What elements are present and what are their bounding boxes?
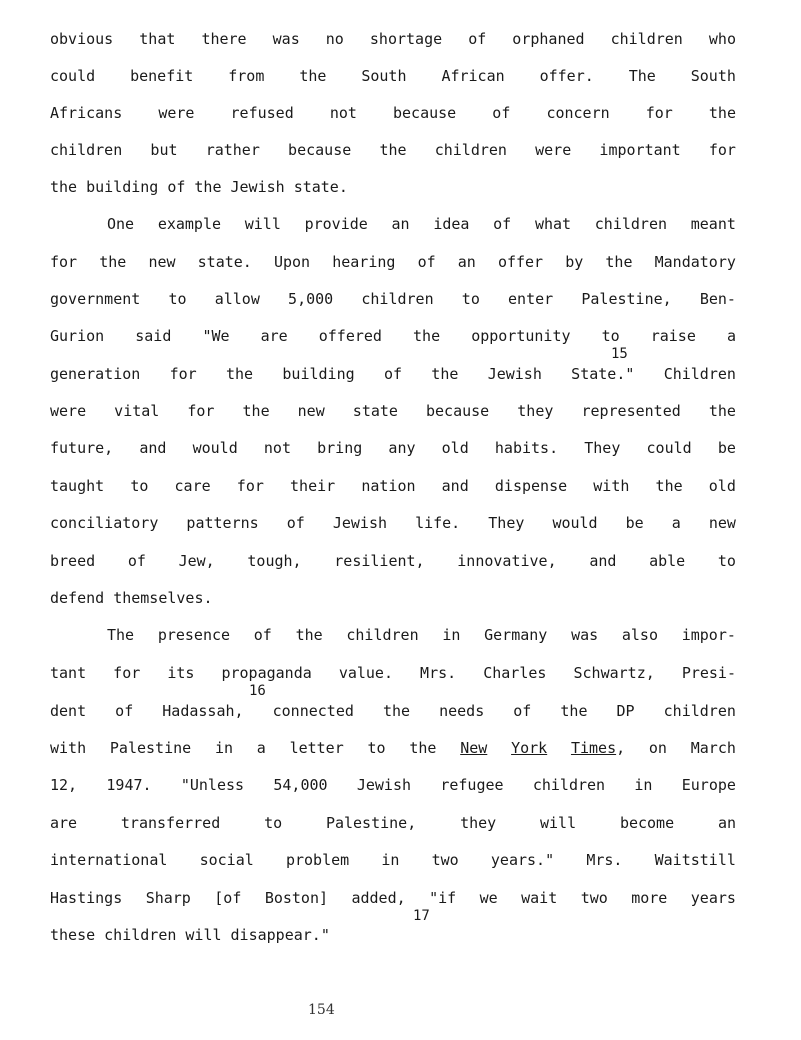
word: March [690, 739, 736, 757]
word: the [299, 67, 327, 85]
word: concern [546, 104, 610, 122]
word: They [584, 439, 621, 457]
text-line [50, 141, 736, 159]
word: could [50, 67, 96, 85]
word: of [417, 253, 436, 271]
word: will [540, 814, 577, 832]
word: Hadassah, [162, 702, 244, 720]
word: Mrs. [420, 664, 457, 682]
word: tough, [247, 552, 302, 570]
word: on [648, 739, 667, 757]
word: two [431, 851, 459, 869]
word: offer. [539, 67, 594, 85]
word: raise [650, 327, 696, 345]
word: Charles [483, 664, 547, 682]
word: in [634, 776, 653, 794]
word: more [631, 889, 668, 907]
word: Upon [273, 253, 311, 271]
word: Schwartz, [573, 664, 655, 682]
word: provide [304, 215, 368, 233]
word: enter [508, 290, 554, 308]
word: the [382, 702, 411, 720]
word: letter [289, 739, 344, 757]
word: years." [490, 851, 555, 869]
word: any [388, 439, 416, 457]
word: children [663, 702, 736, 720]
word: of [115, 702, 134, 720]
word: Mandatory [654, 253, 736, 271]
text-line [50, 439, 736, 457]
word: 5,000 [288, 290, 334, 308]
word: dent [50, 702, 87, 720]
word: Jew, [178, 552, 215, 570]
word: two [580, 889, 608, 907]
footnote-marker: 16 [249, 683, 266, 699]
word: example [157, 215, 222, 233]
word: old [708, 477, 736, 495]
word: breed [50, 552, 96, 570]
word: One [107, 215, 135, 233]
word: who [708, 30, 736, 48]
word: of [383, 365, 402, 383]
word: State." [571, 365, 635, 383]
word: needs [439, 702, 485, 720]
word: were [158, 104, 195, 122]
word: said [135, 327, 172, 345]
word: new [708, 514, 736, 532]
word: York [511, 739, 548, 757]
word: no [325, 30, 344, 48]
word: meant [690, 215, 736, 233]
word: are [50, 814, 78, 832]
text-line [50, 514, 736, 532]
word: represented [581, 402, 681, 420]
word: Europe [681, 776, 736, 794]
word: by [565, 253, 584, 271]
word: for [645, 104, 673, 122]
text-line [50, 253, 736, 271]
word: a [671, 514, 681, 532]
word: building [282, 365, 355, 383]
text-line [50, 327, 736, 345]
word: tant [50, 664, 87, 682]
word: was [272, 30, 300, 48]
word: children [532, 776, 606, 794]
text-line [50, 552, 736, 570]
footnote-marker: 15 [611, 346, 628, 362]
word: of [493, 215, 512, 233]
word: Jewish [332, 514, 388, 532]
word: nation [361, 477, 416, 495]
word: the [50, 178, 78, 196]
word: allow [214, 290, 260, 308]
text-line [50, 664, 736, 682]
word: its [167, 664, 195, 682]
word: Jewish [230, 178, 285, 196]
word: building [86, 178, 159, 196]
word: social [199, 851, 254, 869]
word: also [621, 626, 658, 644]
word: will [244, 215, 281, 233]
word: African [441, 67, 505, 85]
word: the [409, 739, 437, 757]
word: connected [272, 702, 354, 720]
word: resilient, [334, 552, 425, 570]
text-line [50, 776, 736, 794]
word: with [50, 739, 87, 757]
word: in [381, 851, 400, 869]
word: obvious [50, 30, 114, 48]
word: transferred [120, 814, 221, 832]
text-line [50, 926, 736, 944]
word: become [619, 814, 675, 832]
word: future, [50, 439, 114, 457]
word: an [391, 215, 410, 233]
footnote-marker: 17 [413, 908, 430, 924]
word: the [655, 477, 683, 495]
word: opportunity [471, 327, 571, 345]
word: state. [197, 253, 252, 271]
word: new [148, 253, 176, 271]
word: of [513, 702, 532, 720]
word: for [187, 402, 215, 420]
word: they [460, 814, 497, 832]
word: disappear." [230, 926, 330, 944]
word: years [690, 889, 736, 907]
word: the [560, 702, 588, 720]
word: for [708, 141, 736, 159]
word: international [50, 851, 168, 869]
word: would [192, 439, 238, 457]
word: Sharp [145, 889, 191, 907]
word: offer [497, 253, 544, 271]
word: children [361, 290, 434, 308]
word: of [286, 514, 305, 532]
word: Palestine [109, 739, 192, 757]
word: the [708, 104, 736, 122]
word: generation [50, 365, 141, 383]
word: were [535, 141, 572, 159]
word: problem [285, 851, 350, 869]
word: defend [50, 589, 105, 607]
word: these [50, 926, 96, 944]
word: in [442, 626, 461, 644]
word: the [194, 178, 222, 196]
word: because [393, 104, 457, 122]
word: Waitstill [654, 851, 736, 869]
word: would [552, 514, 598, 532]
text-line [50, 739, 736, 757]
word: "We [202, 327, 230, 345]
word: offered [318, 327, 382, 345]
word: important [599, 141, 681, 159]
word: of [253, 626, 272, 644]
word: 12, [50, 776, 78, 794]
word: the [708, 402, 736, 420]
word: children [346, 626, 419, 644]
text-line [50, 889, 736, 907]
word: to [130, 477, 149, 495]
word: not [263, 439, 291, 457]
word: of [167, 178, 186, 196]
word: and [139, 439, 167, 457]
word: of [492, 104, 511, 122]
word: and [441, 477, 469, 495]
text-line [50, 477, 736, 495]
text-line [50, 365, 736, 383]
text-line [50, 702, 736, 720]
word: taught [50, 477, 105, 495]
word: Presi- [681, 664, 736, 682]
word: impor- [681, 626, 736, 644]
text-line [50, 67, 736, 85]
word: They [488, 514, 525, 532]
word: for [50, 253, 78, 271]
word: Times, [570, 739, 626, 757]
word: patterns [186, 514, 259, 532]
word: conciliatory [50, 514, 159, 532]
word: shortage [369, 30, 443, 48]
word: what [534, 215, 572, 233]
word: in [214, 739, 233, 757]
word: vital [114, 402, 160, 420]
word: the [379, 141, 407, 159]
word: refugee [440, 776, 504, 794]
word: orphaned [512, 30, 585, 48]
word: there [201, 30, 247, 48]
word: children [50, 141, 123, 159]
word: life. [415, 514, 461, 532]
page-number: 154 [308, 1002, 335, 1018]
text-line [50, 851, 736, 869]
word: propaganda [221, 664, 312, 682]
word: to [264, 814, 283, 832]
word: were [50, 402, 87, 420]
word: children [104, 926, 177, 944]
word: Jewish [356, 776, 412, 794]
word: be [717, 439, 736, 457]
word: care [174, 477, 211, 495]
word: but [150, 141, 178, 159]
word: for [169, 365, 197, 383]
word: "if [429, 889, 457, 907]
word: [of [214, 889, 242, 907]
word: wait [521, 889, 558, 907]
text-line [50, 814, 736, 832]
word: Hastings [50, 889, 123, 907]
word: habits. [494, 439, 559, 457]
word: "Unless [180, 776, 245, 794]
word: the [431, 365, 459, 383]
word: was [571, 626, 599, 644]
word: Palestine, [325, 814, 417, 832]
word: will [185, 926, 222, 944]
text-line [107, 215, 736, 233]
word: idea [433, 215, 470, 233]
word: of [468, 30, 487, 48]
word: Jewish [487, 365, 542, 383]
word: Palestine, [581, 290, 672, 308]
word: Germany [484, 626, 548, 644]
word: able [649, 552, 686, 570]
word: to [367, 739, 386, 757]
word: for [236, 477, 264, 495]
word: the [605, 253, 633, 271]
word: government [50, 290, 141, 308]
word: to [168, 290, 187, 308]
word: the [295, 626, 323, 644]
word: to [717, 552, 736, 570]
word: innovative, [457, 552, 557, 570]
word: DP [616, 702, 635, 720]
word: an [457, 253, 476, 271]
word: refused [230, 104, 294, 122]
text-line [50, 178, 736, 196]
word: of [127, 552, 146, 570]
word: for [113, 664, 141, 682]
word: a [256, 739, 266, 757]
word: be [625, 514, 644, 532]
word: the [226, 365, 254, 383]
word: old [441, 439, 469, 457]
word: South [361, 67, 407, 85]
word: rather [205, 141, 260, 159]
word: the [413, 327, 441, 345]
word: we [479, 889, 498, 907]
word: state. [293, 178, 348, 196]
word: South [690, 67, 736, 85]
word: Gurion [50, 327, 105, 345]
word: The [107, 626, 135, 644]
word: dispense [494, 477, 568, 495]
word: a [726, 327, 736, 345]
word: they [517, 402, 554, 420]
word: because [288, 141, 352, 159]
text-line [50, 30, 736, 48]
word: the [99, 253, 127, 271]
text-line [50, 589, 736, 607]
word: benefit [130, 67, 194, 85]
word: added, [351, 889, 406, 907]
word: and [589, 552, 617, 570]
word: with [593, 477, 630, 495]
word: presence [157, 626, 231, 644]
word: children [610, 30, 683, 48]
word: Mrs. [586, 851, 623, 869]
word: Children [663, 365, 736, 383]
word: could [646, 439, 692, 457]
text-line [107, 626, 736, 644]
word: to [461, 290, 480, 308]
word: Africans [50, 104, 123, 122]
text-line [50, 290, 736, 308]
word: to [601, 327, 620, 345]
word: Ben- [699, 290, 736, 308]
word: New [460, 739, 488, 757]
word: an [717, 814, 736, 832]
word: from [228, 67, 265, 85]
word: state [352, 402, 398, 420]
word: their [290, 477, 336, 495]
text-line [50, 402, 736, 420]
word: 1947. [106, 776, 152, 794]
word: are [260, 327, 288, 345]
word: Boston] [264, 889, 329, 907]
word: themselves. [113, 589, 213, 607]
word: value. [338, 664, 393, 682]
word: not [329, 104, 357, 122]
word: 54,000 [273, 776, 328, 794]
word: because [426, 402, 490, 420]
word: the [242, 402, 270, 420]
text-line [50, 104, 736, 122]
word: that [139, 30, 176, 48]
word: The [628, 67, 656, 85]
word: children [434, 141, 507, 159]
word: new [297, 402, 325, 420]
word: bring [317, 439, 363, 457]
word: children [594, 215, 668, 233]
word: hearing [332, 253, 396, 271]
